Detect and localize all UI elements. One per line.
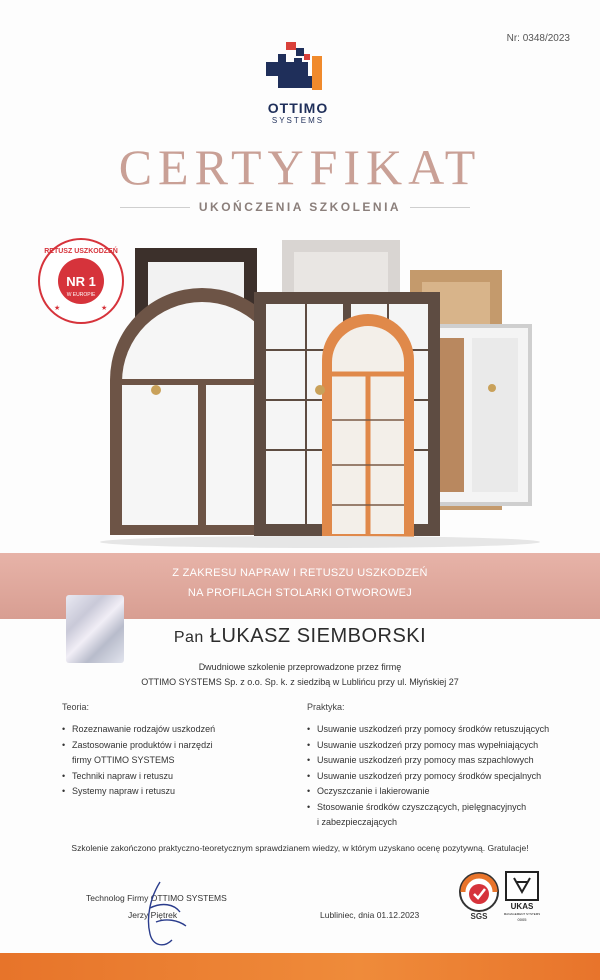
list-item: • Usuwanie uszkodzeń przy pomocy środków retuszujących xyxy=(307,722,549,738)
list-item: • Rozeznawanie rodzajów uszkodzeń xyxy=(62,722,215,738)
ukas-code: 0005 xyxy=(517,917,527,922)
list-item: • Usuwanie uszkodzeń przy pomocy mas wypełniających xyxy=(307,738,549,754)
banner-line-2: NA PROFILACH STOLARKI OTWOROWEJ xyxy=(187,587,413,599)
intro-line-2: OTTIMO SYSTEMS Sp. z o.o. Sp. k. z siedzibą w Lublińcu przy ul. Młyńskiej 27 xyxy=(141,677,459,687)
ukas-label: UKAS xyxy=(510,902,534,911)
place-and-date: Lubliniec, dnia 01.12.2023 xyxy=(320,910,420,920)
intro-line-1: Dwudniowe szkolenie przeprowadzone przez firmę xyxy=(198,662,402,672)
certificate-title: CERTYFIKAT xyxy=(118,139,482,195)
certificate-subtitle: UKOŃCZENIA SZKOLENIA xyxy=(198,200,402,214)
list-item: • Stosowanie środków czyszczących, pielęgnacyjnych xyxy=(307,800,549,816)
banner-line-1: Z ZAKRESU NAPRAW I RETUSZU USZKODZEŃ xyxy=(172,567,428,579)
sgs-label: SGS xyxy=(470,912,488,920)
signatory-name: Jerzy Piętrek xyxy=(128,910,178,920)
theory-title: Teoria: xyxy=(62,702,90,712)
certificate-number: Nr: 0348/2023 xyxy=(506,33,570,44)
recipient-name xyxy=(0,625,600,648)
list-item: • Oczyszczanie i lakierowanie xyxy=(307,784,549,800)
list-item: • Techniki napraw i retuszu xyxy=(62,769,215,785)
svg-text:★: ★ xyxy=(101,305,108,312)
closing-statement: Szkolenie zakończono praktyczno-teoretycznym sprawdzianem wiedzy, w którym uzyskano ocenę pozytywną. Gratulacje! xyxy=(71,843,529,853)
handwritten-signature-icon xyxy=(120,878,210,950)
list-item: firmy OTTIMO SYSTEMS xyxy=(72,755,175,765)
list-item: • Usuwanie uszkodzeń przy pomocy środków specjalnych xyxy=(307,769,549,785)
practice-title: Praktyka: xyxy=(307,702,345,712)
theory-list xyxy=(62,722,215,800)
list-item: i zabezpieczających xyxy=(317,817,398,827)
recipient-fullname: ŁUKASZ SIEMBORSKI xyxy=(209,625,427,647)
practice-list xyxy=(307,722,549,831)
badge-bottom-text: W EUROPIE xyxy=(66,292,96,298)
list-item: • Systemy napraw i retuszu xyxy=(62,784,215,800)
logo-subtext: SYSTEMS xyxy=(271,116,325,125)
footer-accent-bar xyxy=(0,953,600,980)
badge-top-text: RETUSZ USZKODZEŃ xyxy=(44,248,118,255)
list-item: • Usuwanie uszkodzeń przy pomocy mas szpachlowych xyxy=(307,753,549,769)
ukas-subtext: MANAGEMENT SYSTEMS xyxy=(504,912,540,916)
sgs-certification-icon xyxy=(455,870,503,920)
recipient-prefix: Pan xyxy=(173,629,204,646)
ukas-certification-icon xyxy=(504,870,540,924)
nr1-europe-badge-icon xyxy=(38,238,124,324)
badge-number: NR 1 xyxy=(66,274,96,289)
signatory-role: Technolog Firmy OTTIMO SYSTEMS xyxy=(86,893,227,903)
svg-text:★: ★ xyxy=(54,305,61,312)
logo-wordmark: OTTIMO xyxy=(267,100,329,116)
list-item: • Zastosowanie produktów i narzędzi xyxy=(62,738,215,754)
